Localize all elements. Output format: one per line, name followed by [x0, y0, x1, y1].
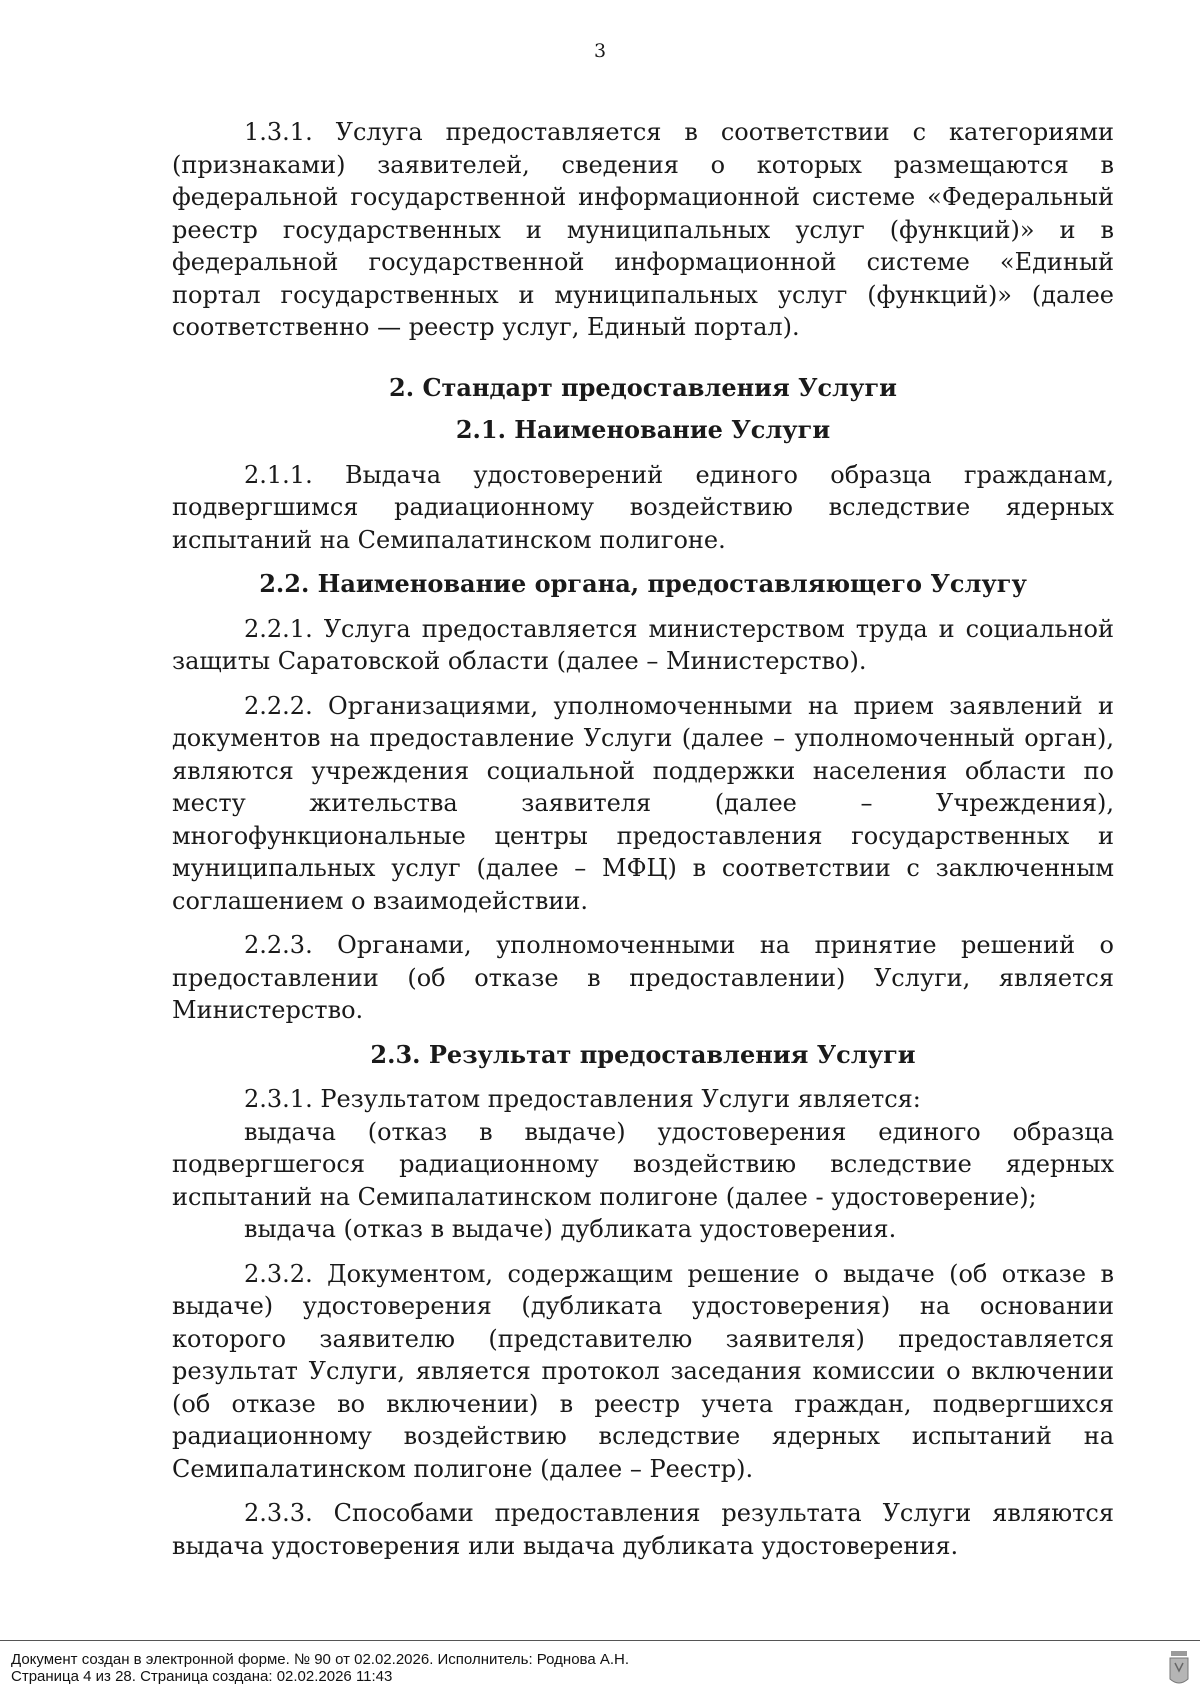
paragraph-2-3-1-item-b: выдача (отказ в выдаче) дубликата удостоверения.	[244, 1215, 897, 1243]
paragraph-1-3-1: 1.3.1. Услуга предоставляется в соответствии с категориями (признаками) заявителей, сведения о которых размещаются в федеральной государственной информационной системе «Федеральный реестр государственных и муниципальных услуг (функций)» и в федеральной государственной информационной системе «Единый портал государственных и муниципальных услуг (функций)» (далее соответственно — реестр услуг, Единый портал).	[172, 118, 1114, 341]
document-footer	[0, 1640, 1200, 1698]
paragraph-2-2-1: 2.2.1. Услуга предоставляется министерством труда и социальной защиты Саратовской области (далее – Министерство).	[172, 614, 1114, 675]
paragraph-2-3-1-item-a: выдача (отказ в выдаче) удостоверения единого образца подвергшегося радиационному воздействию вследствие ядерных испытаний на Семипалатинском полигоне (далее - удостоверение);	[172, 1117, 1114, 1211]
footer-line-2: Страница 4 из 28. Страница создана: 02.02.2026 11:43	[11, 1668, 393, 1685]
paragraph-2-2-2: 2.2.2. Организациями, уполномоченными на прием заявлений и документов на предоставление Услуги (далее – уполномоченный орган), являются учреждения социальной поддержки населения области по месту жительства заявителя (далее – Учреждения), многофункциональные центры предоставления государственных и муниципальных услуг (далее – МФЦ) в соответствии с заключенным соглашением о взаимодействии.	[172, 691, 1114, 915]
heading-2-3: 2.3. Результат предоставления Услуги	[370, 1039, 916, 1069]
page-number: 3	[593, 40, 607, 62]
paragraph-2-3-1: 2.3.1. Результатом предоставления Услуги является:	[244, 1085, 921, 1113]
paragraph-2-2-3: 2.2.3. Органами, уполномоченными на принятие решений о предоставлении (об отказе в предоставлении) Услуги, является Министерство.	[172, 931, 1114, 1024]
heading-2-1: 2.1. Наименование Услуги	[455, 415, 831, 444]
heading-section-2: 2. Стандарт предоставления Услуги	[389, 372, 897, 402]
paragraph-2-1-1: 2.1.1. Выдача удостоверений единого образца гражданам, подвергшимся радиационному воздействию вследствие ядерных испытаний на Семипалатинском полигоне.	[172, 460, 1114, 554]
document-body	[172, 116, 1114, 1574]
footer-line-1: Документ создан в электронной форме. № 90 от 02.02.2026. Исполнитель: Роднова А.Н.	[11, 1651, 630, 1668]
coat-of-arms-icon	[1168, 1649, 1190, 1689]
paragraph-2-3-2: 2.3.2. Документом, содержащим решение о выдаче (об отказе в выдаче) удостоверения (дубликата удостоверения) на основании которого заявителю (представителю заявителя) предоставляется результат Услуги, является протокол заседания комиссии о включении (об отказе во включении) в реестр учета граждан, подвергшихся радиационному воздействию вследствие ядерных испытаний на Семипалатинском полигоне (далее – Реестр).	[172, 1259, 1114, 1483]
heading-2-2: 2.2. Наименование органа, предоставляющего Услугу	[259, 569, 1027, 598]
paragraph-2-3-3: 2.3.3. Способами предоставления результата Услуги являются выдача удостоверения или выдача дубликата удостоверения.	[172, 1499, 1114, 1560]
